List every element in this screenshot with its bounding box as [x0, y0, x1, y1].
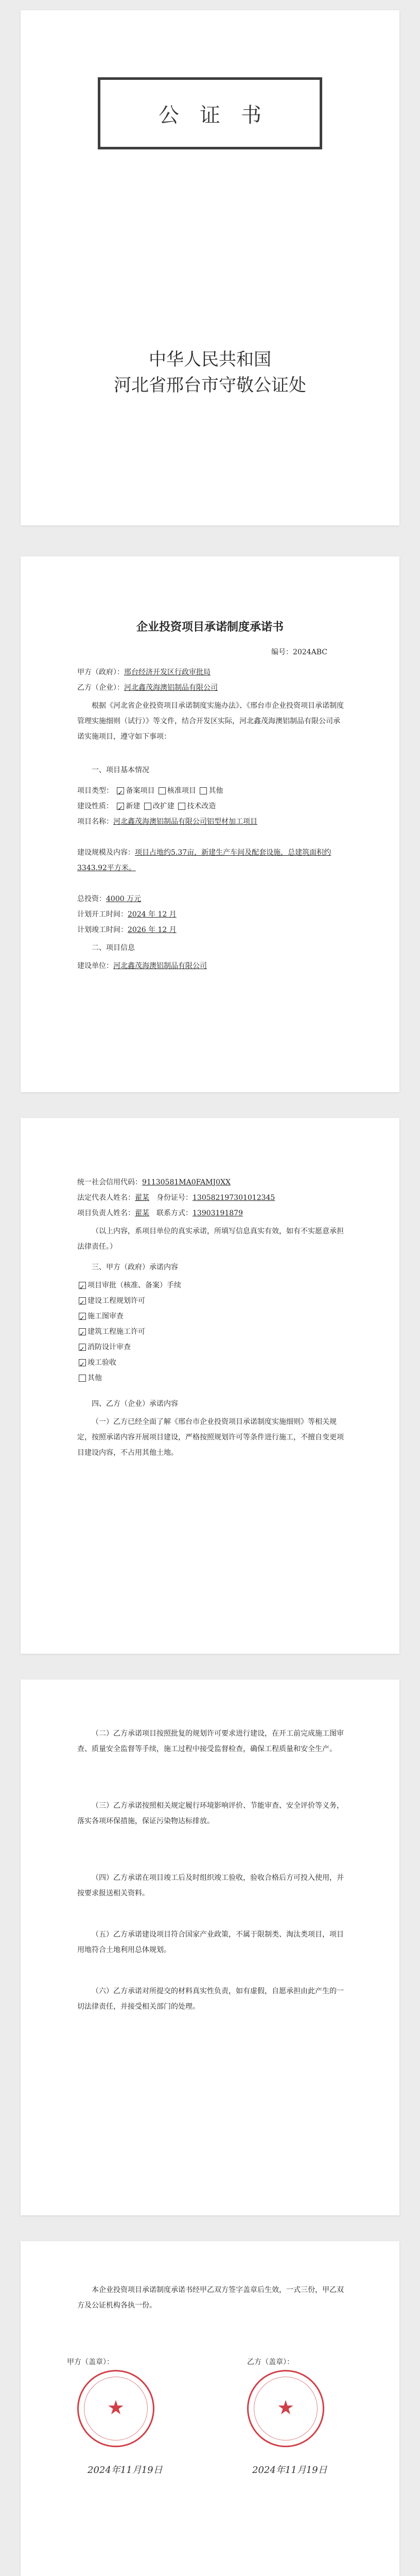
list-item: 其他	[77, 1370, 345, 1386]
project-content: 建设规模及内容：项目占地约5.37亩，新建生产车间及配套设施，总建筑面积约3343.92平方米。	[77, 849, 331, 872]
cover-office: 河北省邢台市守敬公证处	[114, 375, 306, 396]
section-heading-3: 三、甲方（政府）承诺内容	[92, 1263, 178, 1272]
government-items	[77, 1278, 345, 1386]
commitment-page-3	[21, 1680, 399, 2215]
date-a: 2024年11月19日	[87, 2465, 163, 2476]
commitment-para: （六）乙方承诺对所提交的材料真实性负责，如有虚假，自愿承担由此产生的一切法律责任，并接受相关部门的处理。	[77, 1987, 344, 2011]
intro-paragraph: 根据《河北省企业投资项目承诺制度实施办法》、《邢台市企业投资项目承诺制度管理实施细则（试行）》等文件，结合开发区实际，河北鑫茂海澳铝制品有限公司承诺实施项目，遵守如下事项：	[77, 702, 344, 741]
credit-code: 统一社会信用代码：91130581MA0FAMJ0XX	[77, 1178, 231, 1187]
info-note: （以上内容，系项目单位的真实承诺，所填写信息真实有效，如有不实愿意承担法律责任。）	[77, 1227, 344, 1251]
section-heading-4: 四、乙方（企业）承诺内容	[92, 1400, 178, 1408]
project-type: 项目类型： ✓ 备案项目 核准项目 其他	[77, 783, 345, 799]
company-seal	[247, 2370, 324, 2447]
cover-title: 公证书	[159, 103, 282, 127]
section-heading-2: 二、项目信息	[92, 944, 135, 952]
cover-title-box	[98, 77, 322, 149]
list-item: ✓竣工验收	[77, 1355, 345, 1370]
party-a: 甲方（政府）：邢台经济开发区行政审批局	[77, 668, 211, 676]
list-item: ✓消防设计审查	[77, 1340, 345, 1355]
commitment-para: （三）乙方承诺按照相关规定履行环境影响评价、节能审查、安全评价等义务，落实各项环保措施，保证污染物达标排放。	[77, 1802, 344, 1825]
commitment-para: （四）乙方承诺在项目竣工后及时组织竣工验收，验收合格后方可投入使用，并按要求报送相关资料。	[77, 1874, 344, 1897]
list-item: ✓建设工程规划许可	[77, 1293, 345, 1309]
party-b-sign-label: 乙方（盖章）：	[247, 2358, 294, 2366]
section-heading-1: 一、项目基本情况	[92, 766, 149, 774]
project-contact: 项目负责人姓名：翟某 联系方式：13903191879	[77, 1209, 243, 1217]
commitment-title: 企业投资项目承诺制度承诺书	[136, 620, 284, 634]
project-investment: 总投资：4000 万元	[77, 895, 142, 903]
company-commitment-1: （一）乙方已经全面了解《邢台市企业投资项目承诺制度实施细则》等相关规定，按照承诺内容开展项目建设，严格按照规划许可等条件进行施工，不擅自变更项目建设内容，不占用其他土地。	[77, 1418, 344, 1457]
project-name: 项目名称：河北鑫茂海澳铝制品有限公司铝型材加工项目	[77, 818, 257, 826]
commitment-page-2	[21, 1118, 399, 1654]
government-seal	[77, 2370, 154, 2447]
legal-rep: 法定代表人姓名：翟某 身份证号：130582197301012345	[77, 1194, 275, 1202]
closing-paragraph: 本企业投资项目承诺制度承诺书经甲乙双方签字盖章后生效，一式三份，甲乙双方及公证机构各执一份。	[77, 2286, 344, 2310]
party-a-sign-label: 甲方（盖章）：	[67, 2358, 114, 2366]
date-b: 2024年11月19日	[252, 2465, 327, 2476]
project-start: 计划开工时间：2024 年 12 月	[77, 910, 177, 919]
cover-page	[21, 10, 399, 526]
commitment-page	[21, 556, 399, 1092]
signature-page	[21, 2241, 399, 2576]
list-item: ✓项目审批（核准、备案）手续	[77, 1278, 345, 1293]
project-nature: 建设性质： ✓ 新建 改扩建 技术改造	[77, 799, 345, 814]
project-end: 计划竣工时间：2026 年 12 月	[77, 926, 177, 934]
commitment-para: （五）乙方承诺建设项目符合国家产业政策，不属于限制类、淘汰类项目，项目用地符合土地利用总体规划。	[77, 1930, 344, 1954]
serial-number: 编号：2024ABC	[271, 648, 327, 656]
cover-country: 中华人民共和国	[149, 349, 271, 370]
list-item: ✓建筑工程施工许可	[77, 1324, 345, 1340]
party-b: 乙方（企业）：河北鑫茂海澳铝制品有限公司	[77, 684, 218, 692]
construction-unit: 建设单位：河北鑫茂海澳铝制品有限公司	[77, 962, 207, 970]
list-item: ✓施工图审查	[77, 1309, 345, 1324]
commitment-para: （二）乙方承诺项目按照批复的规划许可要求进行建设，在开工前完成施工图审查、质量安全监督等手续，施工过程中接受监督检查，确保工程质量和安全生产。	[77, 1730, 344, 1753]
